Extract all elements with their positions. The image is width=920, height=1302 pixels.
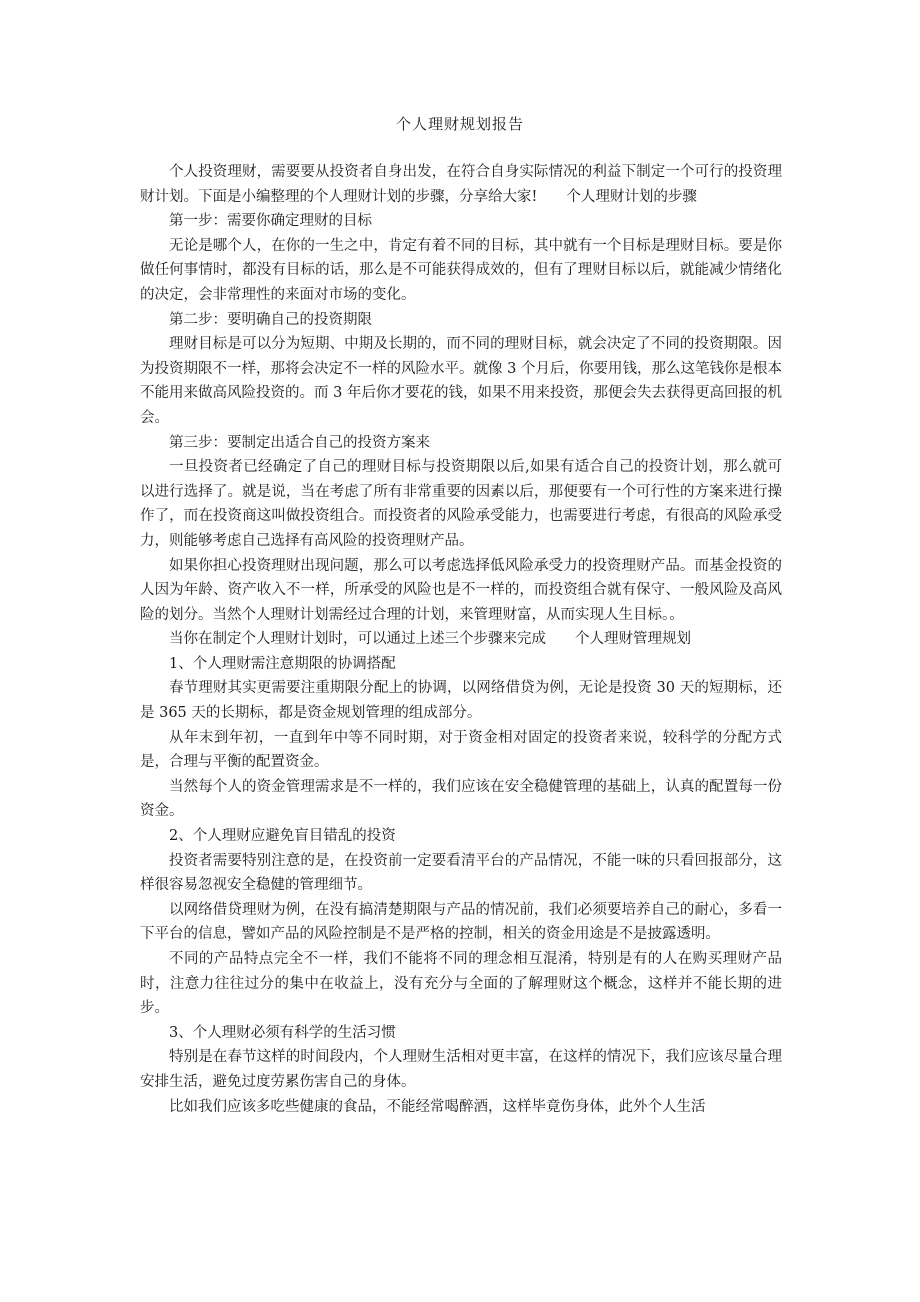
step-2-heading: 第二步：要明确自己的投资期限 (169, 311, 372, 328)
paragraph: 春节理财其实更需要注重期限分配上的协调，以网络借贷为例，无论是投资 30 天的短期标，还是 365 天的长期标，都是资金规划管理的组成部分。 (140, 680, 782, 722)
section-1-heading: 1、个人理财需注意期限的协调搭配 (169, 655, 396, 672)
paragraph: 一旦投资者已经确定了自己的理财目标与投资期限以后,如果有适合自己的投资计划，那么就可以进行选择了。就是说，当在考虑了所有非常重要的因素以后，那便要有一个可行性的方案来进行操作了，而在投资商这叫做投资组合。而投资者的风险承受能力，也需要进行考虑，有很高的风险承受力，则能够考虑自己选择有高风险的投资理财产品。 (140, 459, 782, 549)
paragraph: 不同的产品特点完全不一样，我们不能将不同的理念相互混淆，特别是有的人在购买理财产品时，注意力往往过分的集中在收益上，没有充分与全面的了解理财这个概念，这样并不能长期的进步。 (140, 951, 782, 1017)
paragraph: 当你在制定个人理财计划时，可以通过上述三个步骤来完成 个人理财管理规划 (169, 631, 691, 648)
step-3-heading: 第三步：要制定出适合自己的投资方案来 (169, 434, 430, 451)
paragraph: 当然每个人的资金管理需求是不一样的，我们应该在安全稳健管理的基础上，认真的配置每一份资金。 (140, 778, 782, 820)
paragraph: 投资者需要特别注意的是，在投资前一定要看清平台的产品情况，不能一味的只看回报部分，这样很容易忽视安全稳健的管理细节。 (140, 852, 782, 894)
document-body (140, 160, 782, 1119)
paragraph: 如果你担心投资理财出现问题，那么可以考虑选择低风险承受力的投资理财产品。而基金投资的人因为年龄、资产收入不一样，所承受的风险也是不一样的，而投资组合就有保守、一般风险及高风险的划分。当然个人理财计划需经过合理的计划，来管理财富，从而实现人生目标。。 (140, 557, 782, 623)
paragraph: 比如我们应该多吃些健康的食品，不能经常喝醉酒，这样毕竟伤身体，此外个人生活 (169, 1098, 706, 1115)
paragraph: 无论是哪个人，在你的一生之中，肯定有着不同的目标，其中就有一个目标是理财目标。要是你做任何事情时，都没有目标的话，那么是不可能获得成效的，但有了理财目标以后，就能减少情绪化的决定，会非常理性的来面对市场的变化。 (140, 237, 782, 303)
paragraph-intro: 个人投资理财，需要要从投资者自身出发，在符合自身实际情况的利益下制定一个可行的投资理财计划。下面是小编整理的个人理财计划的步骤，分享给大家! 个人理财计划的步骤 (140, 164, 782, 205)
section-2-heading: 2、个人理财应避免盲目错乱的投资 (169, 828, 396, 845)
paragraph: 以网络借贷理财为例，在没有搞清楚期限与产品的情况前，我们必须要培养自己的耐心，多看一下平台的信息，譬如产品的风险控制是不是严格的控制，相关的资金用途是不是披露透明。 (140, 901, 782, 943)
paragraph: 理财目标是可以分为短期、中期及长期的，而不同的理财目标，就会决定了不同的投资期限。因为投资期限不一样，那将会决定不一样的风险水平。就像 3 个月后，你要用钱，那么这笔钱你是根本不能用来做高风险投资的。而 3 年后你才要花的钱，如果不用来投资，那便会失去获得更高回报的机会。 (140, 336, 782, 426)
section-3-heading: 3、个人理财必须有科学的生活习惯 (169, 1024, 396, 1041)
document-title: 个人理财规划报告 (395, 115, 524, 133)
paragraph: 特别是在春节这样的时间段内，个人理财生活相对更丰富，在这样的情况下，我们应该尽量合理安排生活，避免过度劳累伤害自己的身体。 (140, 1049, 782, 1090)
step-1-heading: 第一步：需要你确定理财的目标 (169, 213, 372, 230)
paragraph: 从年末到年初，一直到年中等不同时期，对于资金相对固定的投资者来说，较科学的分配方式是，合理与平衡的配置资金。 (140, 729, 782, 771)
